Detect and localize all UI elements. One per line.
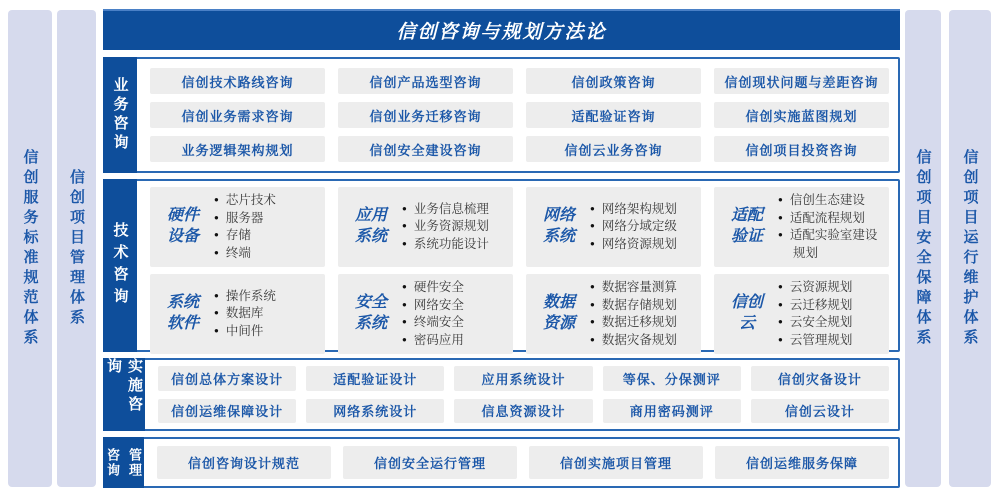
tech-bullet: ● 数据库 xyxy=(214,305,276,323)
tech-bullet: ● 终端 xyxy=(214,245,276,263)
tech-card-bullets xyxy=(214,192,276,262)
section-label-technical xyxy=(103,179,137,352)
tech-bullet: ● 芯片技术 xyxy=(214,192,276,210)
tech-card-title: 安全系统 xyxy=(354,294,387,332)
tech-card-title: 网络系统 xyxy=(542,207,575,245)
pillar-label: 信创项目安全保障体系 xyxy=(914,148,932,349)
tech-card-title: 硬件设备 xyxy=(166,207,199,245)
tech-bullet: ● 业务资源规划 xyxy=(402,218,489,236)
tech-card-title: 数据资源 xyxy=(542,294,575,332)
tech-card-bullets xyxy=(402,279,464,349)
tech-bullet: ● 数据存储规划 xyxy=(590,297,677,315)
business-item-box: 信创安全建设咨询 xyxy=(338,136,513,162)
tech-bullet: ● 终端安全 xyxy=(402,314,464,332)
section-label-text: 管理 xyxy=(127,447,142,478)
impl-item-box: 网络系统设计 xyxy=(306,399,444,424)
impl-item-box: 信息资源设计 xyxy=(454,399,592,424)
tech-card-title: 适配验证 xyxy=(730,207,763,245)
tech-bullet: ● 云资源规划 xyxy=(778,279,852,297)
tech-card-adaptation xyxy=(714,187,889,267)
impl-item-box: 等保、分保测评 xyxy=(603,366,741,391)
tech-bullet: ● 业务信息梳理 xyxy=(402,201,489,219)
pillar-operation-maintenance-system xyxy=(949,10,991,487)
business-item-box: 信创项目投资咨询 xyxy=(714,136,889,162)
tech-bullet: ● 适配实验室建设规划 xyxy=(778,227,883,262)
tech-bullet: ● 云安全规划 xyxy=(778,314,852,332)
section-implementation-consulting xyxy=(103,358,900,431)
tech-bullet: ● 云管理规划 xyxy=(778,332,852,350)
tech-card-title: 系统软件 xyxy=(166,294,199,332)
tech-bullet: ● 系统功能设计 xyxy=(402,236,489,254)
tech-bullet: ● 服务器 xyxy=(214,210,276,228)
tech-bullet: ● 网络资源规划 xyxy=(590,236,677,254)
pillar-project-management-system xyxy=(57,10,96,487)
impl-item-box: 信创总体方案设计 xyxy=(158,366,296,391)
impl-item-box: 应用系统设计 xyxy=(454,366,592,391)
section-business-consulting xyxy=(103,57,900,173)
business-item-box: 信创云业务咨询 xyxy=(526,136,701,162)
tech-card-title: 信创云 xyxy=(730,294,763,332)
tech-bullet: ● 存储 xyxy=(214,227,276,245)
business-item-box: 信创业务需求咨询 xyxy=(150,102,325,128)
tech-card-title: 应用系统 xyxy=(354,207,387,245)
tech-bullet: ● 密码应用 xyxy=(402,332,464,350)
impl-item-box: 商用密码测评 xyxy=(603,399,741,424)
tech-bullet: ● 数据容量测算 xyxy=(590,279,677,297)
business-item-box: 信创产品选型咨询 xyxy=(338,68,513,94)
business-item-box: 信创实施蓝图规划 xyxy=(714,102,889,128)
impl-item-box: 信创云设计 xyxy=(751,399,889,424)
mgmt-item-box: 信创咨询设计规范 xyxy=(157,446,331,479)
diagram-title: 信创咨询与规划方法论 xyxy=(396,22,607,43)
tech-bullet: ● 网络架构规划 xyxy=(590,201,677,219)
tech-bullet: ● 硬件安全 xyxy=(402,279,464,297)
tech-card-bullets xyxy=(590,201,677,254)
tech-card-application xyxy=(338,187,513,267)
section-consulting-management xyxy=(103,437,900,488)
tech-card-bullets xyxy=(778,279,852,349)
business-item-box: 业务逻辑架构规划 xyxy=(150,136,325,162)
tech-card-bullets xyxy=(214,288,276,341)
tech-bullet: ● 网络安全 xyxy=(402,297,464,315)
tech-card-bullets xyxy=(402,201,489,254)
pillar-security-assurance-system xyxy=(905,10,941,487)
tech-bullet: ● 数据迁移规划 xyxy=(590,314,677,332)
tech-bullet: ● 信创生态建设 xyxy=(778,192,883,210)
section-label-text: 实施咨询 xyxy=(105,358,143,415)
pillar-service-standard-system xyxy=(8,10,52,487)
tech-bullet: ● 云迁移规划 xyxy=(778,297,852,315)
section-label-text: 技术咨询 xyxy=(111,221,129,310)
business-item-box: 信创现状问题与差距咨询 xyxy=(714,68,889,94)
section-label-text: 业务咨询 xyxy=(111,77,129,153)
tech-card-hardware xyxy=(150,187,325,267)
main-content xyxy=(103,0,900,496)
business-items-grid xyxy=(137,59,898,171)
section-label-business xyxy=(103,57,137,173)
tech-card-xinchuang-cloud xyxy=(714,274,889,354)
tech-bullet: ● 数据灾备规划 xyxy=(590,332,677,350)
business-item-box: 信创政策咨询 xyxy=(526,68,701,94)
tech-card-system-software xyxy=(150,274,325,354)
impl-item-box: 适配验证设计 xyxy=(306,366,444,391)
mgmt-item-box: 信创运维服务保障 xyxy=(715,446,889,479)
tech-card-network xyxy=(526,187,701,267)
section-technical-consulting xyxy=(103,179,900,352)
mgmt-item-box: 信创安全运行管理 xyxy=(343,446,517,479)
tech-card-security-system xyxy=(338,274,513,354)
tech-card-bullets xyxy=(778,192,883,262)
diagram-title-bar xyxy=(103,9,900,50)
pillar-label: 信创项目运行维护体系 xyxy=(961,148,979,349)
tech-bullet: ● 适配流程规划 xyxy=(778,210,883,228)
business-item-box: 信创业务迁移咨询 xyxy=(338,102,513,128)
section-label-management xyxy=(103,437,144,488)
section-label-text: 咨询 xyxy=(105,447,120,478)
business-item-box: 适配验证咨询 xyxy=(526,102,701,128)
tech-bullet: ● 中间件 xyxy=(214,323,276,341)
pillar-label: 信创项目管理体系 xyxy=(68,168,85,329)
technical-cards-grid xyxy=(137,181,898,350)
tech-bullet: ● 操作系统 xyxy=(214,288,276,306)
implementation-items-grid xyxy=(145,360,898,429)
management-items-grid xyxy=(144,439,898,486)
section-label-implementation xyxy=(103,358,145,431)
business-item-box: 信创技术路线咨询 xyxy=(150,68,325,94)
tech-card-bullets xyxy=(590,279,677,349)
mgmt-item-box: 信创实施项目管理 xyxy=(529,446,703,479)
tech-bullet: ● 网络分域定级 xyxy=(590,218,677,236)
tech-card-data-resource xyxy=(526,274,701,354)
impl-item-box: 信创灾备设计 xyxy=(751,366,889,391)
impl-item-box: 信创运维保障设计 xyxy=(158,399,296,424)
pillar-label: 信创服务标准规范体系 xyxy=(21,148,39,349)
